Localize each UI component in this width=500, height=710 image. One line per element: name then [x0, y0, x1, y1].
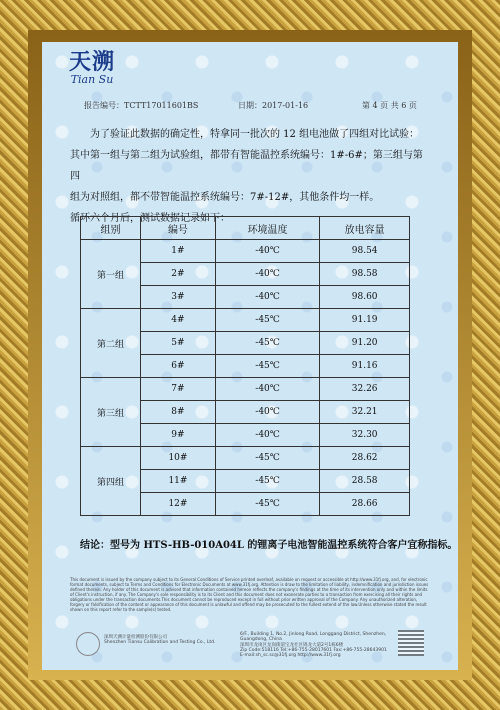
certificate-page: [42, 42, 458, 670]
temperature-cell: -45℃: [215, 470, 319, 493]
temperature-cell: -40℃: [215, 286, 319, 309]
footer-disclaimer: This document is issued by the company subject to its General Conditions of Service printed overleaf, available on request or accessible at http://www.31fj.org, and, for electronic format documents, subject to Terms and Conditions for Electronic Documents at www.31fj.org. Attention is draw to the limitation of liability, indemnification and jurisdiction issues defined therein. Any holder of this document is advised that information contained hereon reflects the company's findings at the time of its intervention only and within the limits of Client's instruction, if any. The Company's sole responsibility is to its Client and this document does not exonerate parties to a transaction from exercising all their rights and obligations under the transaction documents.This document cannot be reproduced except in full without prior written approval of the Company. Any unauthorized alteration, forgery or falsification of the content or appearance of this document is unlawful and offend may be prosecuted to the fullest extend of the law.Unless otherwise stated the result shown on this report refer to the sample(s) tested.: [70, 577, 429, 612]
header-group: 组别: [81, 217, 141, 240]
company-seal-icon: [76, 632, 100, 656]
capacity-cell: 91.16: [320, 355, 410, 378]
company-logo: [62, 50, 122, 86]
battery-number-cell: 6#: [141, 355, 216, 378]
capacity-cell: 91.20: [320, 332, 410, 355]
temperature-cell: -40℃: [215, 424, 319, 447]
qr-code-icon: [398, 630, 424, 656]
group-name-cell: 第三组: [81, 378, 141, 447]
report-date: 日期：2017-01-16: [238, 101, 309, 110]
table-row: [81, 309, 410, 332]
battery-number-cell: 4#: [141, 309, 216, 332]
battery-number-cell: 2#: [141, 263, 216, 286]
footer-contact: [70, 630, 430, 660]
header-temperature: 环境温度: [215, 217, 319, 240]
battery-number-cell: 10#: [141, 447, 216, 470]
capacity-cell: 91.19: [320, 309, 410, 332]
paragraph-1: 为了验证此数据的确定性，特拿同一批次的 12 组电池做了四组对比试验：: [90, 129, 420, 140]
paragraph-4: 循环六个月后，测试数据记录如下：: [70, 213, 230, 224]
table-row: [81, 378, 410, 401]
capacity-cell: 28.58: [320, 470, 410, 493]
battery-number-cell: 11#: [141, 470, 216, 493]
logo-zh: 天溯: [68, 49, 115, 75]
paragraph-2: 其中第一组与第二组为试验组，都带有智能温控系统编号：1#-6#；第三组与第四: [70, 150, 423, 182]
company-name-zh: 深圳天溯计量检测股份有限公司: [104, 635, 167, 640]
temperature-cell: -40℃: [215, 378, 319, 401]
group-name-cell: 第四组: [81, 447, 141, 516]
body-text: [70, 124, 432, 229]
capacity-cell: 28.62: [320, 447, 410, 470]
battery-number-cell: 3#: [141, 286, 216, 309]
group-name-cell: 第二组: [81, 309, 141, 378]
header-capacity: 放电容量: [320, 217, 410, 240]
battery-number-cell: 7#: [141, 378, 216, 401]
capacity-cell: 32.26: [320, 378, 410, 401]
table-header-row: [81, 217, 410, 240]
capacity-cell: 98.60: [320, 286, 410, 309]
logo-en: Tian Su: [70, 73, 114, 86]
company-name-en: Shenzhen Tiansu Calibration and Testing Co., Ltd.: [104, 640, 216, 645]
conclusion: 结论：型号为 HTS-HB-010A04L 的锂离子电池智能温控系统符合客户宜称指标。: [80, 540, 458, 551]
email-info: E-mail:sh_sc.sc@31fj.org http://www.31fj.org: [240, 653, 341, 658]
paragraph-3: 组为对照组，都不带智能温控系统编号：7#-12#，其他条件均一样。: [70, 192, 380, 203]
table-row: [81, 240, 410, 263]
capacity-cell: 28.66: [320, 493, 410, 516]
temperature-cell: -40℃: [215, 263, 319, 286]
contact-info: Zip Code:518116 Tel:+86-755-28017601 Fax:+86-755-28643901: [240, 648, 387, 653]
battery-number-cell: 12#: [141, 493, 216, 516]
temperature-cell: -45℃: [215, 355, 319, 378]
capacity-cell: 32.21: [320, 401, 410, 424]
temperature-cell: -45℃: [215, 332, 319, 355]
group-name-cell: 第一组: [81, 240, 141, 309]
capacity-cell: 98.54: [320, 240, 410, 263]
test-data-table: [80, 216, 410, 516]
battery-number-cell: 8#: [141, 401, 216, 424]
capacity-cell: 98.58: [320, 263, 410, 286]
battery-number-cell: 1#: [141, 240, 216, 263]
page-number: 第 4 页 共 6 页: [362, 101, 417, 110]
battery-number-cell: 9#: [141, 424, 216, 447]
capacity-cell: 32.30: [320, 424, 410, 447]
temperature-cell: -45℃: [215, 447, 319, 470]
address-zh: 深圳市龙岗区龙岗街道宝龙社区锦龙大道2号1栋6楼: [240, 643, 344, 648]
temperature-cell: -45℃: [215, 493, 319, 516]
address-en: 6/F., Building 1, No.2, Jinlong Road, Longgang District, Shenzhen, Guangdong, China: [240, 632, 387, 642]
header-number: 编号: [141, 217, 216, 240]
temperature-cell: -40℃: [215, 401, 319, 424]
temperature-cell: -45℃: [215, 309, 319, 332]
battery-number-cell: 5#: [141, 332, 216, 355]
table-row: [81, 447, 410, 470]
temperature-cell: -40℃: [215, 240, 319, 263]
report-number: 报告编号：TCTT17011601BS: [84, 101, 199, 110]
